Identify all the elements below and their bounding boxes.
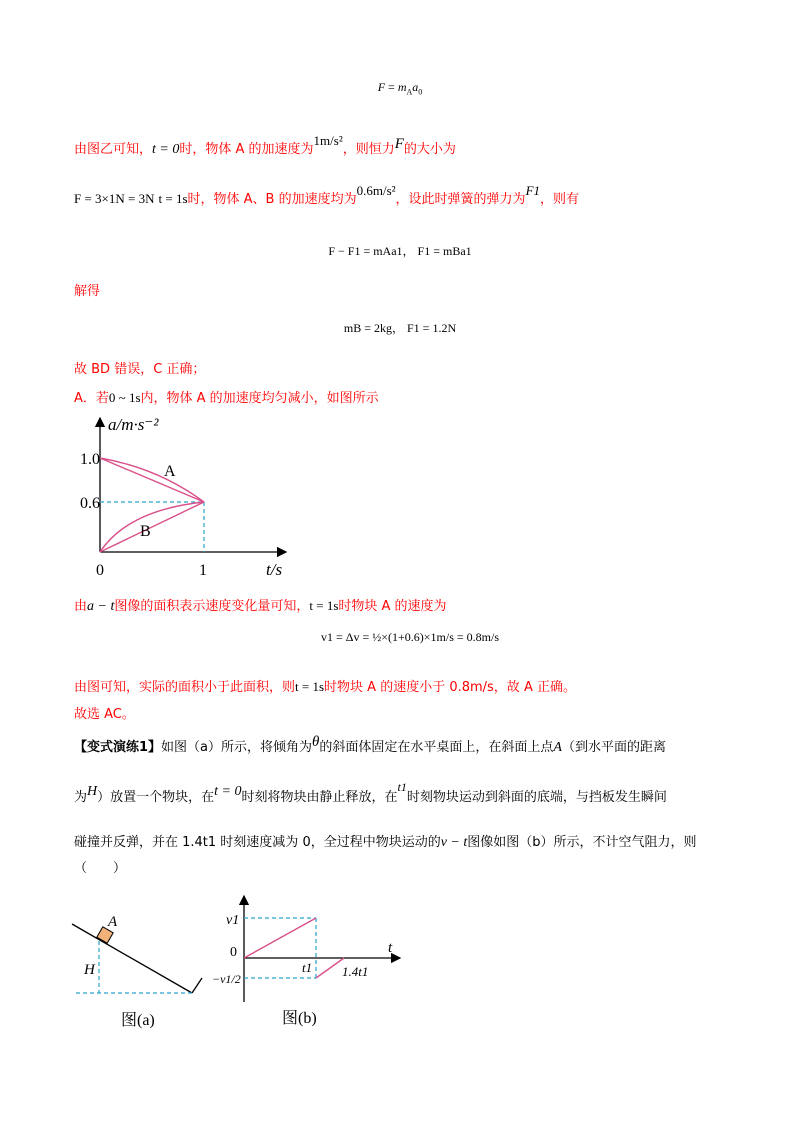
figure-b-caption: 图(b) [282,1010,317,1027]
figure-a-caption: 图(a) [121,1012,155,1029]
height-label: H [84,962,95,978]
neg-v1-half-label: −v1/2 [212,972,241,986]
equation-f-ma-a0: $F = m_Aa_0$ [377,80,423,97]
figure-b-vt-graph [210,890,410,1045]
block-a-label: A [108,914,118,930]
zero-label: 0 [230,945,237,960]
y-axis-label: a/m·s⁻² [108,415,159,434]
curve-a-label: A [164,463,176,480]
text-line-2: F = 3×1N = 3N t = 1s时，物体 A、B 的加速度均为0.6m/s²，设此时弹簧的弹力为F1，则有 [74,183,580,207]
v1-label: v1 [226,913,240,928]
y-tick-1-0: 1.0 [80,451,100,468]
solve-label: 解得 [74,284,101,299]
x-tick-1: 1 [199,562,207,579]
option-a-text: A．若0 ~ 1s内，物体 A 的加速度均匀减小，如图所示 [74,390,379,406]
y-tick-0-6: 0.6 [80,495,100,512]
velocity-line-rise [244,918,316,958]
curve-b-label: B [140,523,151,540]
equation-v1: v1 = Δv = ½×(1+0.6)×1m/s = 0.8m/s [321,630,499,644]
x-axis-label: t/s [266,560,283,579]
stopper-plate [192,978,202,993]
linear-line-top [100,458,204,502]
variant-line-3: 碰撞并反弹，并在 1.4t1 时刻速度减为 0，全过程中物块运动的v − t图像如图（b）所示，不计空气阻力，则 [74,835,697,850]
t-axis-label: t [388,940,393,956]
equation-system: F − F1 = mAa1， F1 = mBa1 [328,244,472,258]
acceleration-time-graph [80,410,303,585]
conclusion-bd: 故 BD 错误，C 正确； [74,362,206,377]
velocity-line-rebound [316,958,344,978]
linear-line-bottom [100,502,204,552]
answer-text: 故选 AC。 [74,707,135,722]
text-line-4: 由图可知，实际的面积小于此面积，则t = 1s时物块 A 的速度小于 0.8m/s，故 A 正确。 [74,679,576,695]
t1-label: t1 [302,960,313,975]
figure-a-incline [66,910,226,1045]
variant-line-1: 【变式演练1】如图（a）所示，将倾角为θ的斜面体固定在水平桌面上，在斜面上点A（到水平面的距离 [74,734,666,755]
text-line-1: 由图乙可知，t = 0时，物体 A 的加速度为1m/s²，则恒力F的大小为 [74,133,456,157]
incline-surface [72,924,192,993]
t14-label: 1.4t1 [342,964,369,979]
x-tick-0: 0 [96,562,104,579]
equation-result: mB = 2kg， F1 = 1.2N [343,321,457,335]
variant-line-2: 为H）放置一个物块，在t = 0时刻将物块由静止释放，在t1时刻物块运动到斜面的底端，与挡板发生瞬间 [74,780,667,805]
variant-paren: （ ） [74,861,127,876]
text-line-3: 由a − t图像的面积表示速度变化量可知，t = 1s时物块 A 的速度为 [74,598,447,614]
